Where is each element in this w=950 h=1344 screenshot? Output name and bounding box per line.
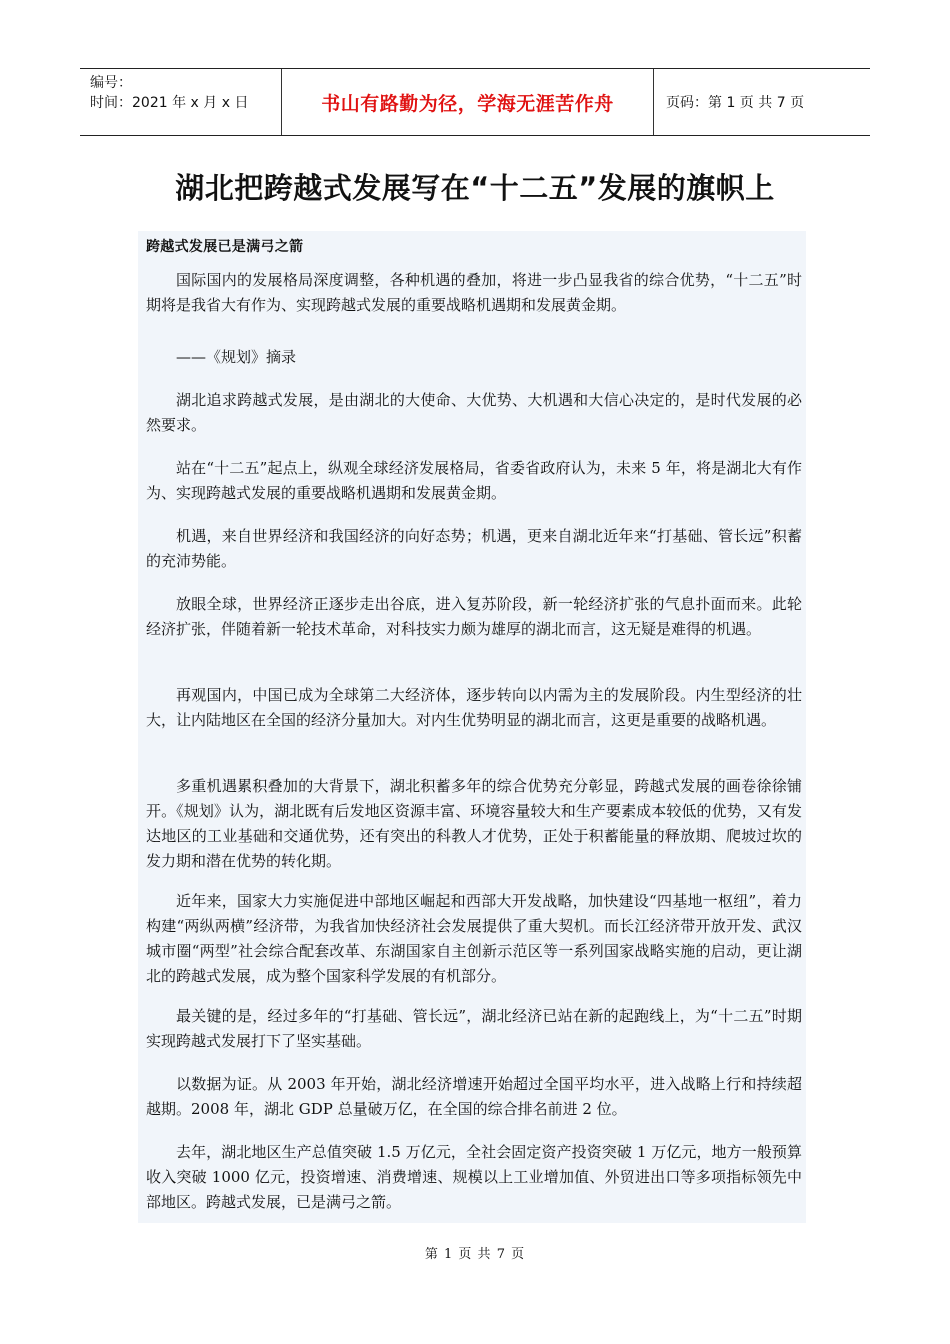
paragraph-quote-source: ——《规划》摘录 <box>176 348 297 366</box>
page-footer: 第 1 页 共 7 页 <box>424 1247 526 1262</box>
article-body <box>138 231 806 1223</box>
paragraph: 以数据为证。从 2003 年开始，湖北经济增速开始超过全国平均水平，进入战略上行和持续超越期。2008 年，湖北 GDP 总量破万亿，在全国的综合排名前进 2 位。 <box>146 1075 802 1118</box>
document-header <box>80 68 870 136</box>
document-title: 湖北把跨越式发展写在“十二五”发展的旗帜上 <box>175 171 775 205</box>
paragraph: 国际国内的发展格局深度调整，各种机遇的叠加，将进一步凸显我省的综合优势，“十二五”时期将是我省大有作为、实现跨越式发展的重要战略机遇期和发展黄金期。 <box>146 271 802 314</box>
paragraph: 多重机遇累积叠加的大背景下，湖北积蓄多年的综合优势充分彰显，跨越式发展的画卷徐徐铺开。《规划》认为，湖北既有后发地区资源丰富、环境容量较大和生产要素成本较低的优势，又有发达地区的工业基础和交通优势，还有突出的科教人才优势，正处于积蓄能量的释放期、爬坡过坎的发力期和潜在优势的转化期。 <box>146 777 802 870</box>
document-number-label: 编号： <box>90 75 132 91</box>
header-motto: 书山有路勤为径，学海无涯苦作舟 <box>321 92 614 115</box>
header-page-info: 页码：第 1 页 共 7 页 <box>666 95 805 111</box>
document-date-label: 时间：2021 年 x 月 x 日 <box>90 95 249 111</box>
paragraph: 机遇，来自世界经济和我国经济的向好态势；机遇，更来自湖北近年来“打基础、管长远”积蓄的充沛势能。 <box>146 527 802 570</box>
paragraph: 湖北追求跨越式发展，是由湖北的大使命、大优势、大机遇和大信心决定的，是时代发展的必然要求。 <box>146 391 802 434</box>
paragraph: 最关键的是，经过多年的“打基础、管长远”，湖北经济已站在新的起跑线上，为“十二五”时期实现跨越式发展打下了坚实基础。 <box>146 1007 802 1050</box>
paragraph: 再观国内，中国已成为全球第二大经济体，逐步转向以内需为主的发展阶段。内生型经济的壮大，让内陆地区在全国的经济分量加大。对内生优势明显的湖北而言，这更是重要的战略机遇。 <box>146 686 802 729</box>
section-heading: 跨越式发展已是满弓之箭 <box>146 239 304 255</box>
header-page-cell <box>654 69 870 135</box>
paragraph: 站在“十二五”起点上，纵观全球经济发展格局，省委省政府认为，未来 5 年，将是湖北大有作为、实现跨越式发展的重要战略机遇期和发展黄金期。 <box>146 459 802 502</box>
paragraph: 近年来，国家大力实施促进中部地区崛起和西部大开发战略，加快建设“四基地一枢纽”，着力构建“两纵两横”经济带，为我省加快经济社会发展提供了重大契机。而长江经济带开放开发、武汉城市圈“两型”社会综合配套改革、东湖国家自主创新示范区等一系列国家战略实施的启动，更让湖北的跨越式发展，成为整个国家科学发展的有机部分。 <box>146 892 802 985</box>
paragraph: 放眼全球，世界经济正逐步走出谷底，进入复苏阶段，新一轮经济扩张的气息扑面而来。此轮经济扩张，伴随着新一轮技术革命，对科技实力颇为雄厚的湖北而言，这无疑是难得的机遇。 <box>146 595 802 638</box>
paragraph: 去年，湖北地区生产总值突破 1.5 万亿元，全社会固定资产投资突破 1 万亿元，地方一般预算收入突破 1000 亿元，投资增速、消费增速、规模以上工业增加值、外贸进出口等多项指标领先中部地区。跨越式发展，已是满弓之箭。 <box>146 1143 802 1211</box>
header-motto-cell <box>282 69 654 135</box>
header-meta-cell <box>80 69 282 135</box>
